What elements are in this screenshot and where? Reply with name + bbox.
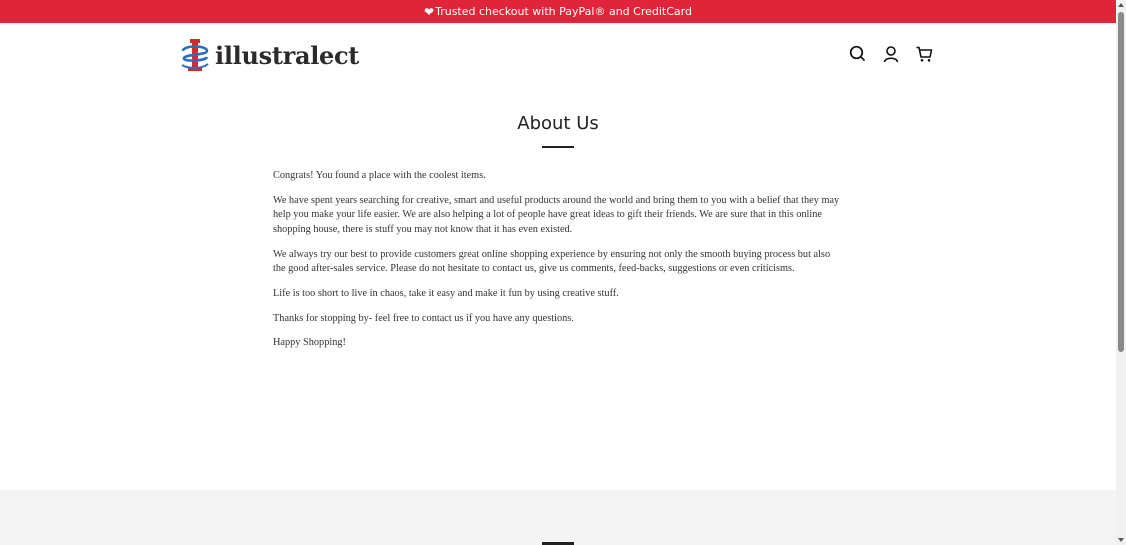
account-icon[interactable] [881,44,901,64]
footer-section [0,490,1116,545]
paragraph: We have spent years searching for creative, smart and useful products around the world and bring them to you with a belief that they may help you make your life easier. We are also helping a lot of people have great ideas to gift their friends. We are sure that in this online shopping house, there is stuff you may not know that it has even existed. [273,194,840,235]
paragraph: Congrats! You found a place with the coolest items. [273,170,486,181]
announcement-text: Trusted checkout with PayPal® and CreditCard [435,5,692,18]
scroll-down-icon[interactable] [1118,538,1124,542]
cart-icon[interactable] [914,44,934,64]
site-header [0,23,1116,85]
paragraph: Thanks for stopping by- feel free to contact us if you have any questions. [273,312,574,324]
heart-icon: ❤ [424,4,435,19]
scrollbar-thumb[interactable] [1118,12,1124,352]
paragraph: We always try our best to provide customers great online shopping experience by ensuring not only the smooth buying process but also the good after-sales service. Please do not hesitate to contact us, give us comments, feed-backs, suggestions or even criticisms. [273,248,831,275]
search-icon[interactable] [848,44,868,64]
title-divider [542,146,574,148]
logo-text: illustralect [215,40,360,70]
scroll-up-icon[interactable] [1118,3,1124,7]
logo-mark-icon [180,37,210,73]
logo[interactable] [180,36,359,74]
paragraph: Life is too short to live in chaos, take it easy and make it fun by using creative stuff. [273,287,619,299]
main-content [0,85,1116,490]
page-title: About Us [517,113,599,134]
page-scrollbar[interactable] [1116,0,1126,545]
about-text [273,169,843,361]
paragraph: Happy Shopping! [273,337,346,349]
header-icons [848,44,934,66]
announcement-bar [0,0,1116,23]
